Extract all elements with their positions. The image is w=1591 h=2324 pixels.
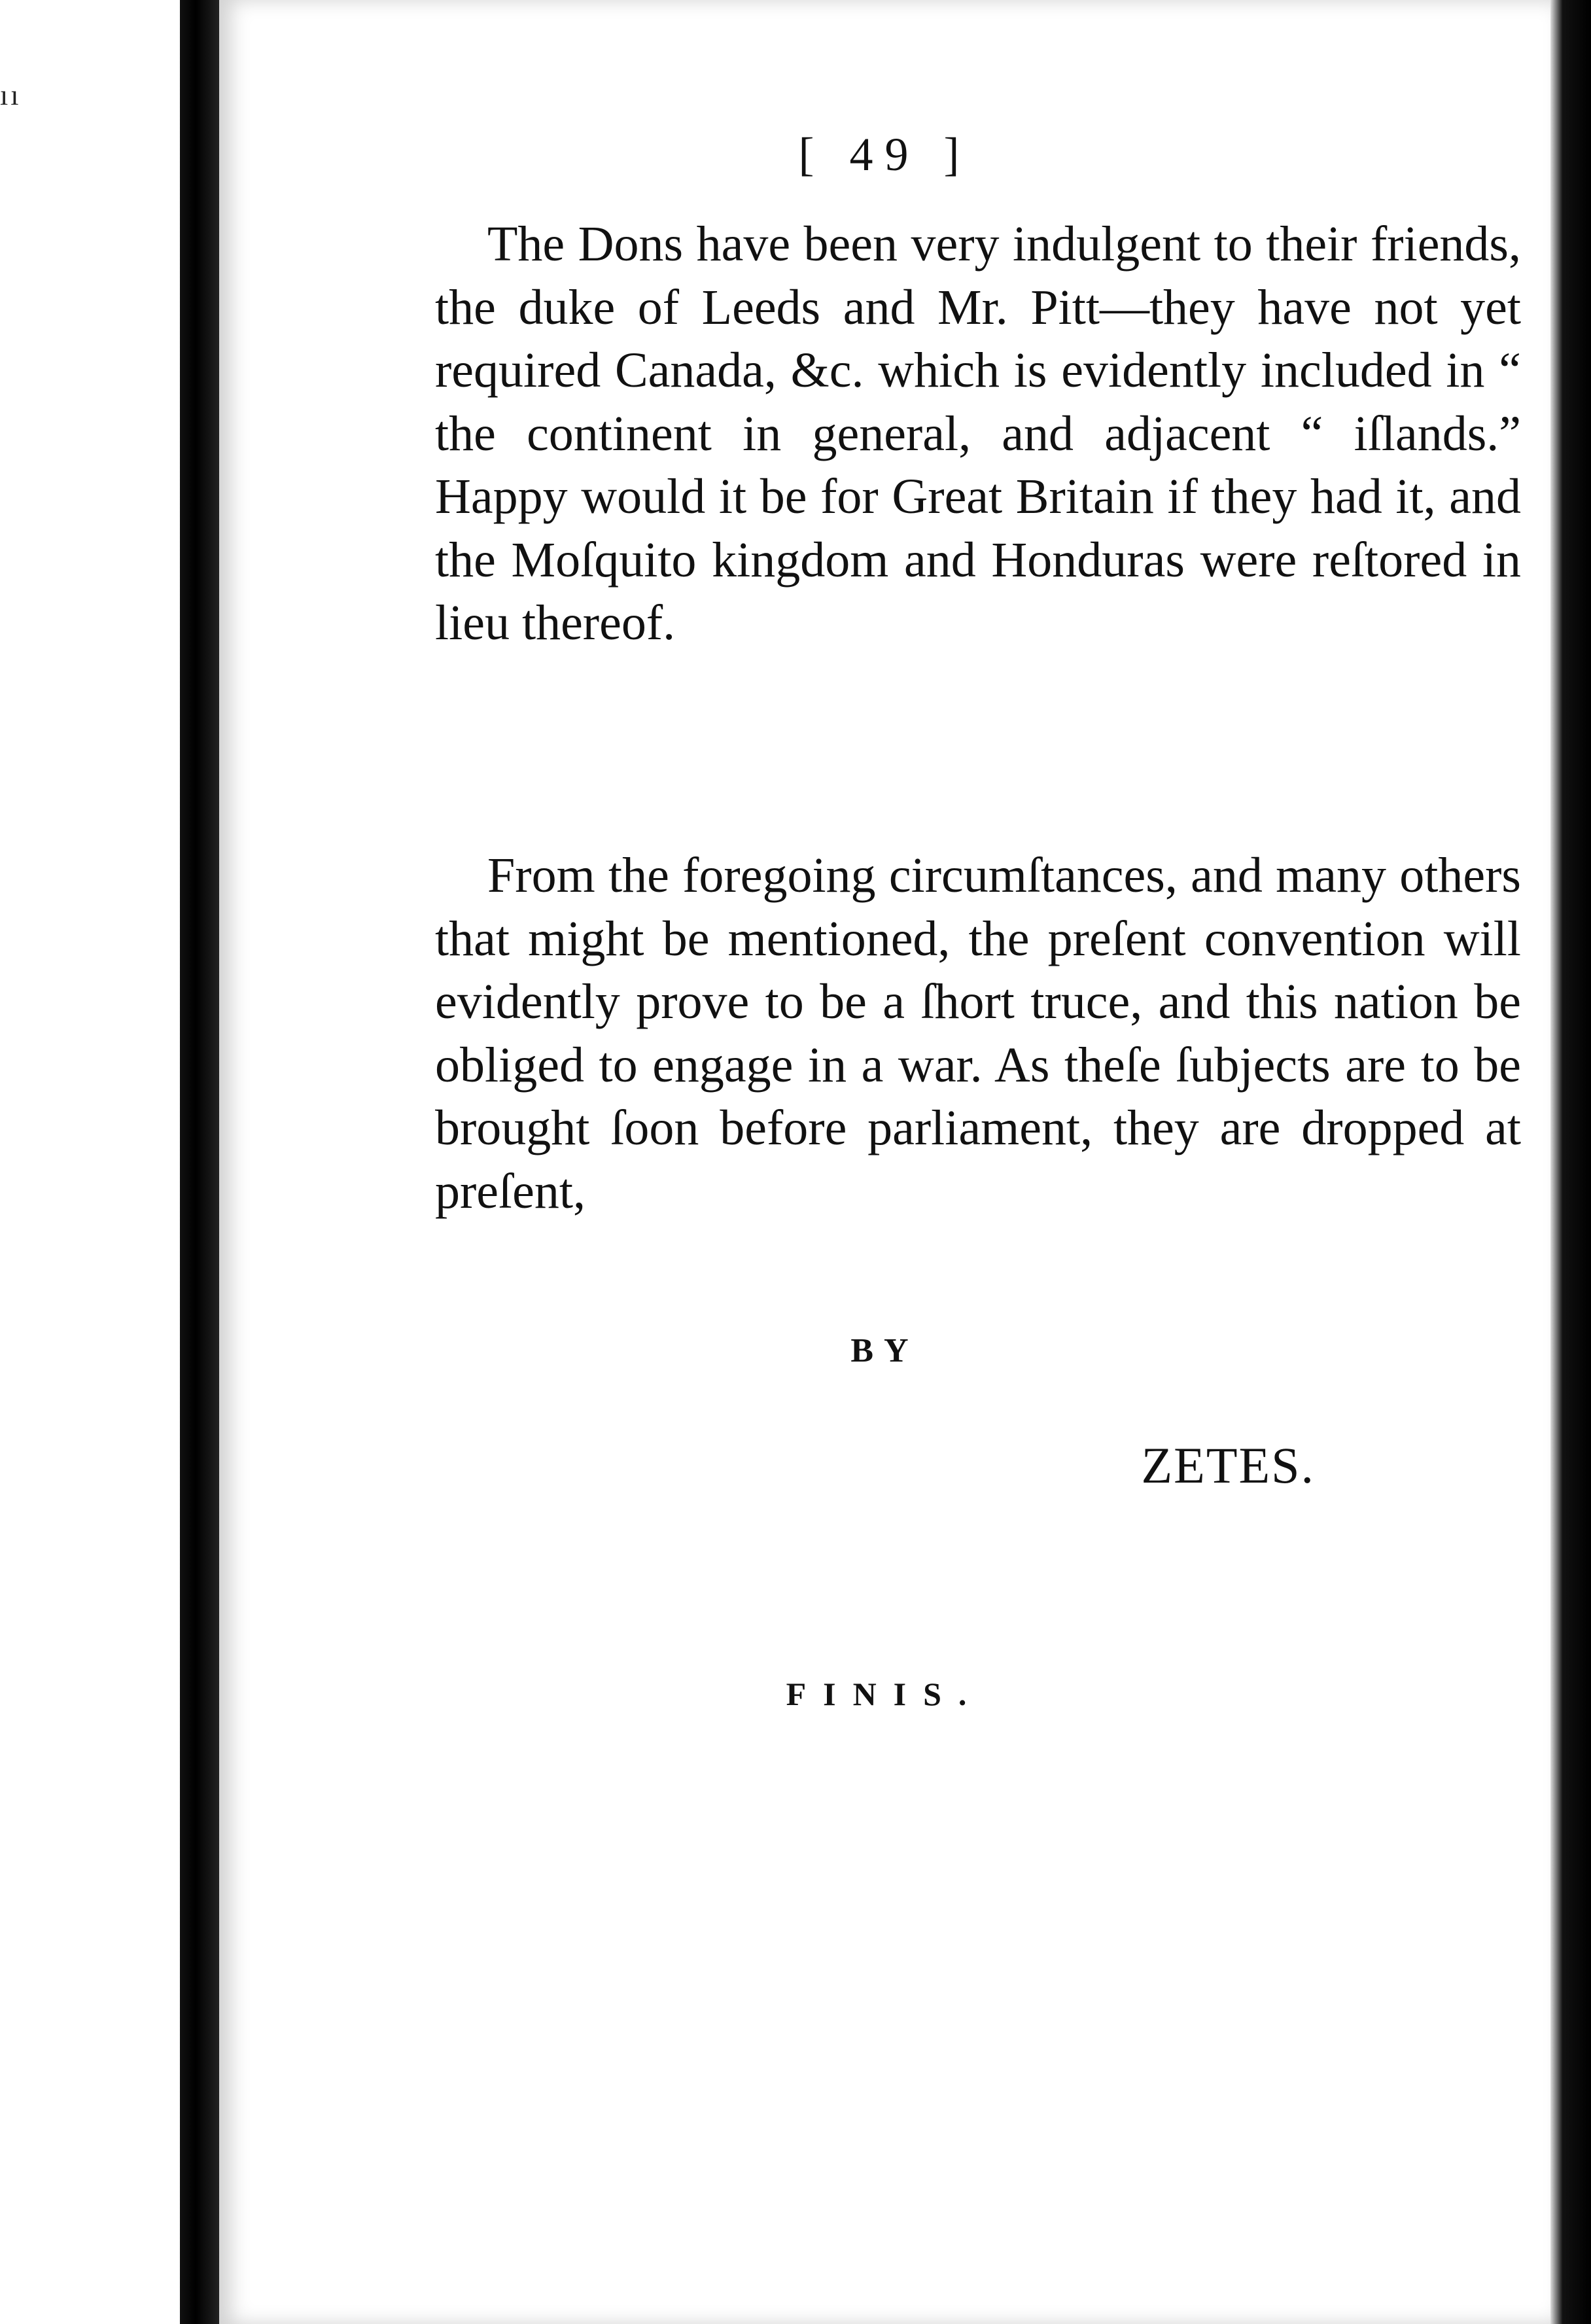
paragraph-text: The Dons have been very indulgent to their friends, the duke of Leeds and Mr. Pitt—they have not yet required Canada, &c. which is evidently included in “ the continent in general, and adjacent “ iſlands.” Happy would it be for Great Britain if they had it, and the Moſquito kingdom and Honduras were reſtored in lieu thereof.: [435, 217, 1521, 650]
page-edge-shadow: [1550, 0, 1591, 2324]
author-signature: ZETES.: [1141, 1437, 1315, 1494]
book-page: [219, 0, 1550, 2324]
left-page-mark: ıı: [0, 79, 22, 111]
page-number: [ 49 ]: [798, 128, 971, 181]
paragraph-text: From the foregoing circumſtances, and many others that might be mentioned, the preſent convention will evidently prove to be a ſhort truce, and this nation be obliged to engage in a war. As theſe ſubjects are to be brought ſoon before parliament, they are dropped at preſent,: [435, 848, 1521, 1219]
paragraph-2: [435, 844, 1521, 1223]
finis-label: FINIS.: [786, 1676, 984, 1712]
by-label: BY: [850, 1332, 919, 1369]
left-facing-page: [0, 0, 180, 2324]
book-gutter: [180, 0, 219, 2324]
paragraph-1: [435, 213, 1521, 655]
